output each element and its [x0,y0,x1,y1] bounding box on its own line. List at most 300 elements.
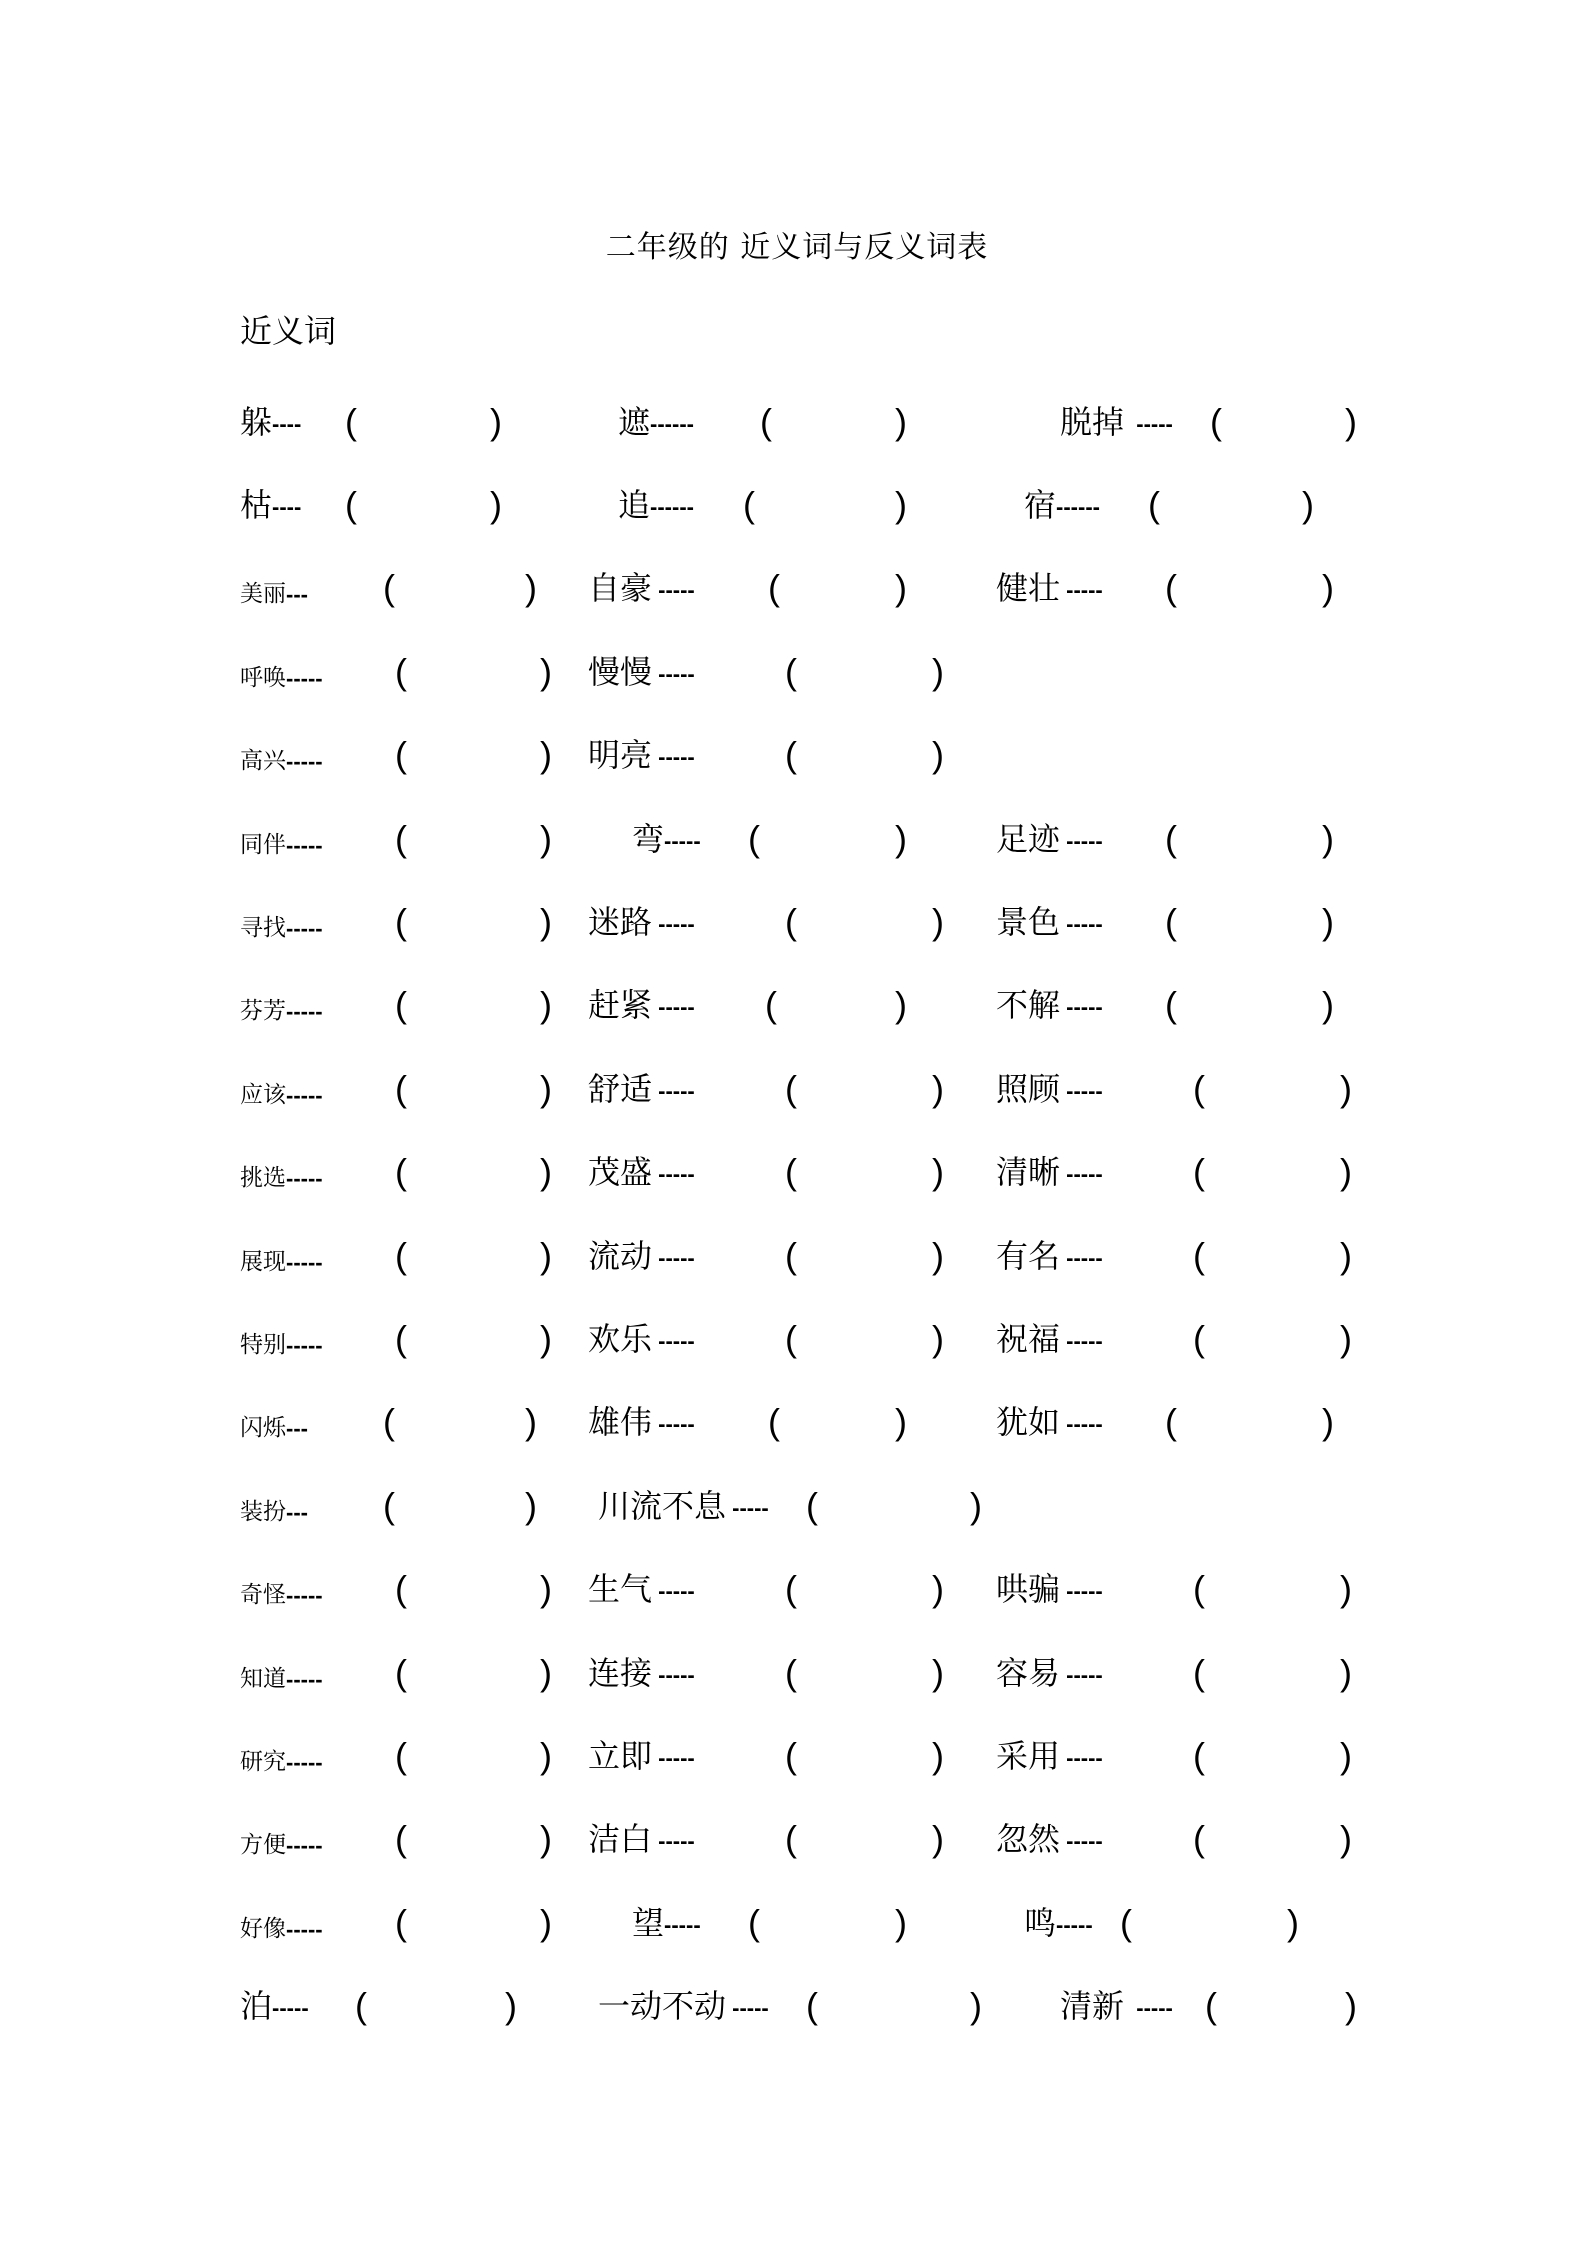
dash-connector: ----- [726,1995,769,2021]
answer-blank-open-paren[interactable]: ( [785,1568,797,1609]
page-title: 二年级的 近义词与反义词表 [605,230,989,265]
word-item [632,1901,701,1948]
answer-blank-close-paren[interactable]: ) [932,1818,944,1859]
answer-blank-open-paren[interactable]: ( [785,651,797,692]
word-item [588,983,695,1030]
answer-blank-open-paren[interactable]: ( [1165,818,1177,859]
answer-blank-open-paren[interactable]: ( [1193,1652,1205,1693]
word-label: 忽然 [996,1820,1061,1858]
dash-connector: ----- [1060,1745,1103,1771]
word-label: 呼唤 [240,665,286,691]
dash-connector: ----- [286,1833,323,1858]
answer-blank-close-paren[interactable]: ) [540,734,552,775]
word-label: 方便 [240,1832,286,1858]
word-item [996,1150,1103,1197]
word-item [1060,400,1173,447]
word-label: 一动不动 [598,1987,727,2025]
dash-connector: ----- [1056,1912,1093,1938]
answer-blank-close-paren[interactable]: ) [1322,984,1334,1025]
word-label: 应该 [240,1082,286,1108]
answer-blank-close-paren[interactable]: ) [1340,1818,1352,1859]
answer-blank-close-paren[interactable]: ) [895,567,907,608]
answer-blank-open-paren[interactable]: ( [395,1652,407,1693]
answer-blank-close-paren[interactable]: ) [490,484,502,525]
word-item [240,1240,323,1285]
word-label: 脱掉 [1060,403,1125,441]
answer-blank-close-paren[interactable]: ) [932,1568,944,1609]
answer-blank-open-paren[interactable]: ( [785,1068,797,1109]
dash-connector: ----- [1124,1995,1173,2021]
answer-blank-open-paren[interactable]: ( [395,818,407,859]
answer-blank-close-paren[interactable]: ) [1340,1318,1352,1359]
word-row [0,1901,1594,1951]
word-row [0,1817,1594,1867]
dash-connector: ----- [1060,1328,1103,1354]
word-item [588,1067,695,1114]
dash-connector: ----- [1060,1161,1103,1187]
dash-connector: ---- [272,494,302,520]
answer-blank-close-paren[interactable]: ) [540,1235,552,1276]
answer-blank-open-paren[interactable]: ( [806,1485,818,1526]
answer-blank-open-paren[interactable]: ( [785,1318,797,1359]
answer-blank-open-paren[interactable]: ( [395,1568,407,1609]
dash-connector: ----- [652,1828,695,1854]
word-label: 清晰 [996,1153,1061,1191]
word-item [240,739,323,784]
answer-blank-close-paren[interactable]: ) [1340,1151,1352,1192]
answer-blank-close-paren[interactable]: ) [540,1652,552,1693]
word-label: 躲 [240,403,273,441]
answer-blank-open-paren[interactable]: ( [1165,567,1177,608]
dash-connector: --- [286,582,308,607]
answer-blank-open-paren[interactable]: ( [768,567,780,608]
word-label: 好像 [240,1916,286,1942]
answer-blank-close-paren[interactable]: ) [895,1401,907,1442]
word-item [996,1400,1103,1447]
dash-connector: ----- [1124,411,1173,437]
word-item [240,656,323,701]
dash-connector: ---- [272,411,302,437]
dash-connector: ------ [1056,494,1100,520]
dash-connector: ----- [286,999,323,1024]
answer-blank-open-paren[interactable]: ( [395,1735,407,1776]
answer-blank-close-paren[interactable]: ) [540,1818,552,1859]
word-label: 雄伟 [588,1403,653,1441]
word-label: 流动 [588,1237,653,1275]
dash-connector: ----- [286,749,323,774]
answer-blank-open-paren[interactable]: ( [806,1985,818,2026]
dash-connector: ----- [286,1917,323,1942]
word-row [0,1400,1594,1450]
dash-connector: --- [286,1416,308,1441]
word-row [0,1484,1594,1534]
answer-blank-close-paren[interactable]: ) [540,651,552,692]
dash-connector: ----- [652,1578,695,1604]
answer-blank-close-paren[interactable]: ) [540,1902,552,1943]
dash-connector: ----- [1060,1578,1103,1604]
answer-blank-close-paren[interactable]: ) [1322,567,1334,608]
dash-connector: ----- [1060,577,1103,603]
word-item [588,1317,695,1364]
answer-blank-close-paren[interactable]: ) [1345,401,1357,442]
answer-blank-close-paren[interactable]: ) [1287,1902,1299,1943]
dash-connector: ----- [286,1667,323,1692]
answer-blank-close-paren[interactable]: ) [1340,1735,1352,1776]
word-label: 寻找 [240,915,286,941]
word-label: 立即 [588,1737,653,1775]
word-item [996,983,1103,1030]
word-label: 慢慢 [588,653,653,691]
word-item [996,566,1103,613]
word-row [0,1234,1594,1284]
word-item [618,400,694,447]
answer-blank-open-paren[interactable]: ( [395,1318,407,1359]
word-label: 鸣 [1024,1904,1057,1942]
answer-blank-open-paren[interactable]: ( [395,1902,407,1943]
answer-blank-close-paren[interactable]: ) [540,984,552,1025]
word-label: 枯 [240,486,273,524]
answer-blank-open-paren[interactable]: ( [345,484,357,525]
answer-blank-open-paren[interactable]: ( [748,818,760,859]
word-label: 照顾 [996,1070,1061,1108]
answer-blank-open-paren[interactable]: ( [785,901,797,942]
answer-blank-open-paren[interactable]: ( [345,401,357,442]
answer-blank-close-paren[interactable]: ) [505,1985,517,2026]
word-label: 弯 [632,820,665,858]
dash-connector: ----- [652,1245,695,1271]
dash-connector: ----- [1060,1662,1103,1688]
dash-connector: ----- [1060,828,1103,854]
word-label: 欢乐 [588,1320,653,1358]
dash-connector: ----- [726,1495,769,1521]
answer-blank-close-paren[interactable]: ) [1322,901,1334,942]
dash-connector: ----- [1060,911,1103,937]
answer-blank-close-paren[interactable]: ) [525,1401,537,1442]
answer-blank-open-paren[interactable]: ( [1165,984,1177,1025]
word-label: 洁白 [588,1820,653,1858]
word-item [1060,1984,1173,2031]
dash-connector: ----- [652,1078,695,1104]
dash-connector: --- [286,1500,308,1525]
answer-blank-close-paren[interactable]: ) [932,1735,944,1776]
answer-blank-open-paren[interactable]: ( [395,651,407,692]
word-item [240,483,301,530]
answer-blank-close-paren[interactable]: ) [895,484,907,525]
answer-blank-open-paren[interactable]: ( [1165,901,1177,942]
answer-blank-open-paren[interactable]: ( [395,734,407,775]
word-item [240,1740,323,1785]
answer-blank-open-paren[interactable]: ( [395,1068,407,1109]
word-item [588,900,695,947]
dash-connector: ----- [286,916,323,941]
answer-blank-close-paren[interactable]: ) [932,901,944,942]
answer-blank-close-paren[interactable]: ) [932,1068,944,1109]
word-label: 犹如 [996,1403,1061,1441]
answer-blank-close-paren[interactable]: ) [932,1151,944,1192]
word-item [588,1651,695,1698]
section-heading-synonyms: 近义词 [240,312,337,350]
answer-blank-close-paren[interactable]: ) [540,1151,552,1192]
word-row [0,1651,1594,1701]
word-item [240,1907,323,1952]
word-item [240,906,323,951]
word-label: 自豪 [588,569,653,607]
answer-blank-close-paren[interactable]: ) [540,1735,552,1776]
word-item [240,1573,323,1618]
word-item [588,650,695,697]
answer-blank-close-paren[interactable]: ) [895,818,907,859]
answer-blank-close-paren[interactable]: ) [932,651,944,692]
answer-blank-close-paren[interactable]: ) [932,734,944,775]
word-label: 挑选 [240,1165,286,1191]
answer-blank-close-paren[interactable]: ) [490,401,502,442]
answer-blank-close-paren[interactable]: ) [540,901,552,942]
answer-blank-open-paren[interactable]: ( [1193,1151,1205,1192]
word-item [996,1234,1103,1281]
word-label: 不解 [996,986,1061,1024]
word-label: 宿 [1024,486,1057,524]
answer-blank-close-paren[interactable]: ) [540,818,552,859]
dash-connector: ----- [652,1411,695,1437]
answer-blank-close-paren[interactable]: ) [1322,1401,1334,1442]
word-row [0,1317,1594,1367]
answer-blank-open-paren[interactable]: ( [383,1401,395,1442]
word-label: 奇怪 [240,1582,286,1608]
answer-blank-open-paren[interactable]: ( [748,1902,760,1943]
word-row [0,566,1594,616]
answer-blank-close-paren[interactable]: ) [1340,1068,1352,1109]
answer-blank-close-paren[interactable]: ) [1345,1985,1357,2026]
word-item [996,900,1103,947]
word-label: 赶紧 [588,986,653,1024]
word-label: 遮 [618,403,651,441]
word-label: 追 [618,486,651,524]
word-item [1024,1901,1093,1948]
word-row [0,650,1594,700]
answer-blank-close-paren[interactable]: ) [525,1485,537,1526]
word-item [588,1150,695,1197]
word-row [0,817,1594,867]
word-item [996,1817,1103,1864]
word-label: 高兴 [240,748,286,774]
answer-blank-close-paren[interactable]: ) [1340,1652,1352,1693]
answer-blank-close-paren[interactable]: ) [1340,1235,1352,1276]
answer-blank-open-paren[interactable]: ( [1193,1818,1205,1859]
word-label: 哄骗 [996,1570,1061,1608]
answer-blank-open-paren[interactable]: ( [383,1485,395,1526]
dash-connector: ----- [652,994,695,1020]
answer-blank-close-paren[interactable]: ) [932,1652,944,1693]
word-item [996,817,1103,864]
word-item [588,1734,695,1781]
answer-blank-open-paren[interactable]: ( [1193,1318,1205,1359]
word-label: 有名 [996,1237,1061,1275]
answer-blank-open-paren[interactable]: ( [395,984,407,1025]
word-item [240,1823,323,1868]
word-item [588,733,695,780]
word-label: 特别 [240,1332,286,1358]
answer-blank-open-paren[interactable]: ( [785,734,797,775]
answer-blank-open-paren[interactable]: ( [395,901,407,942]
answer-blank-open-paren[interactable]: ( [1210,401,1222,442]
answer-blank-close-paren[interactable]: ) [932,1235,944,1276]
dash-connector: ----- [1060,994,1103,1020]
answer-blank-open-paren[interactable]: ( [765,984,777,1025]
answer-blank-close-paren[interactable]: ) [970,1485,982,1526]
answer-blank-open-paren[interactable]: ( [1205,1985,1217,2026]
word-item [588,1817,695,1864]
answer-blank-open-paren[interactable]: ( [1165,1401,1177,1442]
answer-blank-close-paren[interactable]: ) [895,984,907,1025]
word-item [588,566,695,613]
answer-blank-open-paren[interactable]: ( [743,484,755,525]
word-label: 采用 [996,1737,1061,1775]
answer-blank-open-paren[interactable]: ( [395,1235,407,1276]
answer-blank-open-paren[interactable]: ( [395,1818,407,1859]
dash-connector: ----- [652,577,695,603]
word-label: 同伴 [240,832,286,858]
dash-connector: ----- [1060,1245,1103,1271]
word-label: 研究 [240,1749,286,1775]
dash-connector: ----- [652,1662,695,1688]
dash-connector: ----- [1060,1411,1103,1437]
dash-connector: ----- [286,1166,323,1191]
word-label: 足迹 [996,820,1061,858]
dash-connector: ------ [650,411,694,437]
dash-connector: ----- [652,1328,695,1354]
word-row [0,1734,1594,1784]
answer-blank-close-paren[interactable]: ) [1302,484,1314,525]
word-item [598,1484,769,1531]
word-label: 川流不息 [598,1487,727,1525]
answer-blank-close-paren[interactable]: ) [1322,818,1334,859]
answer-blank-open-paren[interactable]: ( [785,1818,797,1859]
word-label: 祝福 [996,1320,1061,1358]
dash-connector: ----- [286,1750,323,1775]
answer-blank-open-paren[interactable]: ( [383,567,395,608]
word-label: 展现 [240,1249,286,1275]
dash-connector: ----- [286,1333,323,1358]
word-label: 闪烁 [240,1415,286,1441]
word-row [0,1150,1594,1200]
answer-blank-close-paren[interactable]: ) [540,1568,552,1609]
word-row [0,983,1594,1033]
word-item [240,823,323,868]
answer-blank-open-paren[interactable]: ( [395,1151,407,1192]
answer-blank-open-paren[interactable]: ( [1193,1735,1205,1776]
word-label: 迷路 [588,903,653,941]
dash-connector: ----- [664,1912,701,1938]
dash-connector: ----- [652,744,695,770]
answer-blank-open-paren[interactable]: ( [760,401,772,442]
word-item [240,1490,308,1535]
dash-connector: ----- [1060,1078,1103,1104]
word-item [618,483,694,530]
answer-blank-open-paren[interactable]: ( [1148,484,1160,525]
word-label: 明亮 [588,736,653,774]
word-label: 望 [632,1904,665,1942]
answer-blank-close-paren[interactable]: ) [895,1902,907,1943]
word-item [588,1234,695,1281]
word-item [240,1323,323,1368]
word-item [1024,483,1100,530]
word-label: 芬芳 [240,998,286,1024]
dash-connector: ----- [272,1995,309,2021]
answer-blank-open-paren[interactable]: ( [785,1735,797,1776]
word-label: 连接 [588,1654,653,1692]
answer-blank-open-paren[interactable]: ( [785,1652,797,1693]
word-row [0,483,1594,533]
dash-connector: ----- [286,1250,323,1275]
word-label: 美丽 [240,581,286,607]
word-label: 清新 [1060,1987,1125,2025]
answer-blank-open-paren[interactable]: ( [1120,1902,1132,1943]
word-label: 舒适 [588,1070,653,1108]
word-item [240,572,308,617]
word-label: 知道 [240,1666,286,1692]
word-item [240,1073,323,1118]
answer-blank-close-paren[interactable]: ) [540,1068,552,1109]
answer-blank-open-paren[interactable]: ( [1193,1568,1205,1609]
answer-blank-open-paren[interactable]: ( [785,1151,797,1192]
word-item [240,400,301,447]
dash-connector: ----- [286,1583,323,1608]
word-item [240,1984,309,2031]
word-item [588,1567,695,1614]
word-row [0,1567,1594,1617]
dash-connector: ----- [286,666,323,691]
word-row [0,900,1594,950]
word-item [240,1657,323,1702]
answer-blank-close-paren[interactable]: ) [895,401,907,442]
word-row [0,1067,1594,1117]
word-item [996,1317,1103,1364]
answer-blank-close-paren[interactable]: ) [932,1318,944,1359]
answer-blank-open-paren[interactable]: ( [785,1235,797,1276]
word-item [598,1984,769,2031]
word-row [0,1984,1594,2034]
word-label: 生气 [588,1570,653,1608]
word-item [240,1156,323,1201]
dash-connector: ------ [650,494,694,520]
dash-connector: ----- [652,1161,695,1187]
answer-blank-open-paren[interactable]: ( [1193,1068,1205,1109]
word-item [588,1400,695,1447]
answer-blank-open-paren[interactable]: ( [768,1401,780,1442]
dash-connector: ----- [652,1745,695,1771]
answer-blank-close-paren[interactable]: ) [1340,1568,1352,1609]
word-item [240,1406,308,1451]
dash-connector: ----- [664,828,701,854]
word-item [996,1651,1103,1698]
dash-connector: ----- [286,1083,323,1108]
answer-blank-close-paren[interactable]: ) [525,567,537,608]
dash-connector: ----- [286,833,323,858]
word-item [996,1567,1103,1614]
answer-blank-close-paren[interactable]: ) [970,1985,982,2026]
dash-connector: ----- [1060,1828,1103,1854]
word-item [632,817,701,864]
word-label: 装扮 [240,1499,286,1525]
word-label: 景色 [996,903,1061,941]
word-row [0,400,1594,450]
word-label: 茂盛 [588,1153,653,1191]
word-item [996,1067,1103,1114]
answer-blank-close-paren[interactable]: ) [540,1318,552,1359]
answer-blank-open-paren[interactable]: ( [355,1985,367,2026]
answer-blank-open-paren[interactable]: ( [1193,1235,1205,1276]
dash-connector: ----- [652,911,695,937]
